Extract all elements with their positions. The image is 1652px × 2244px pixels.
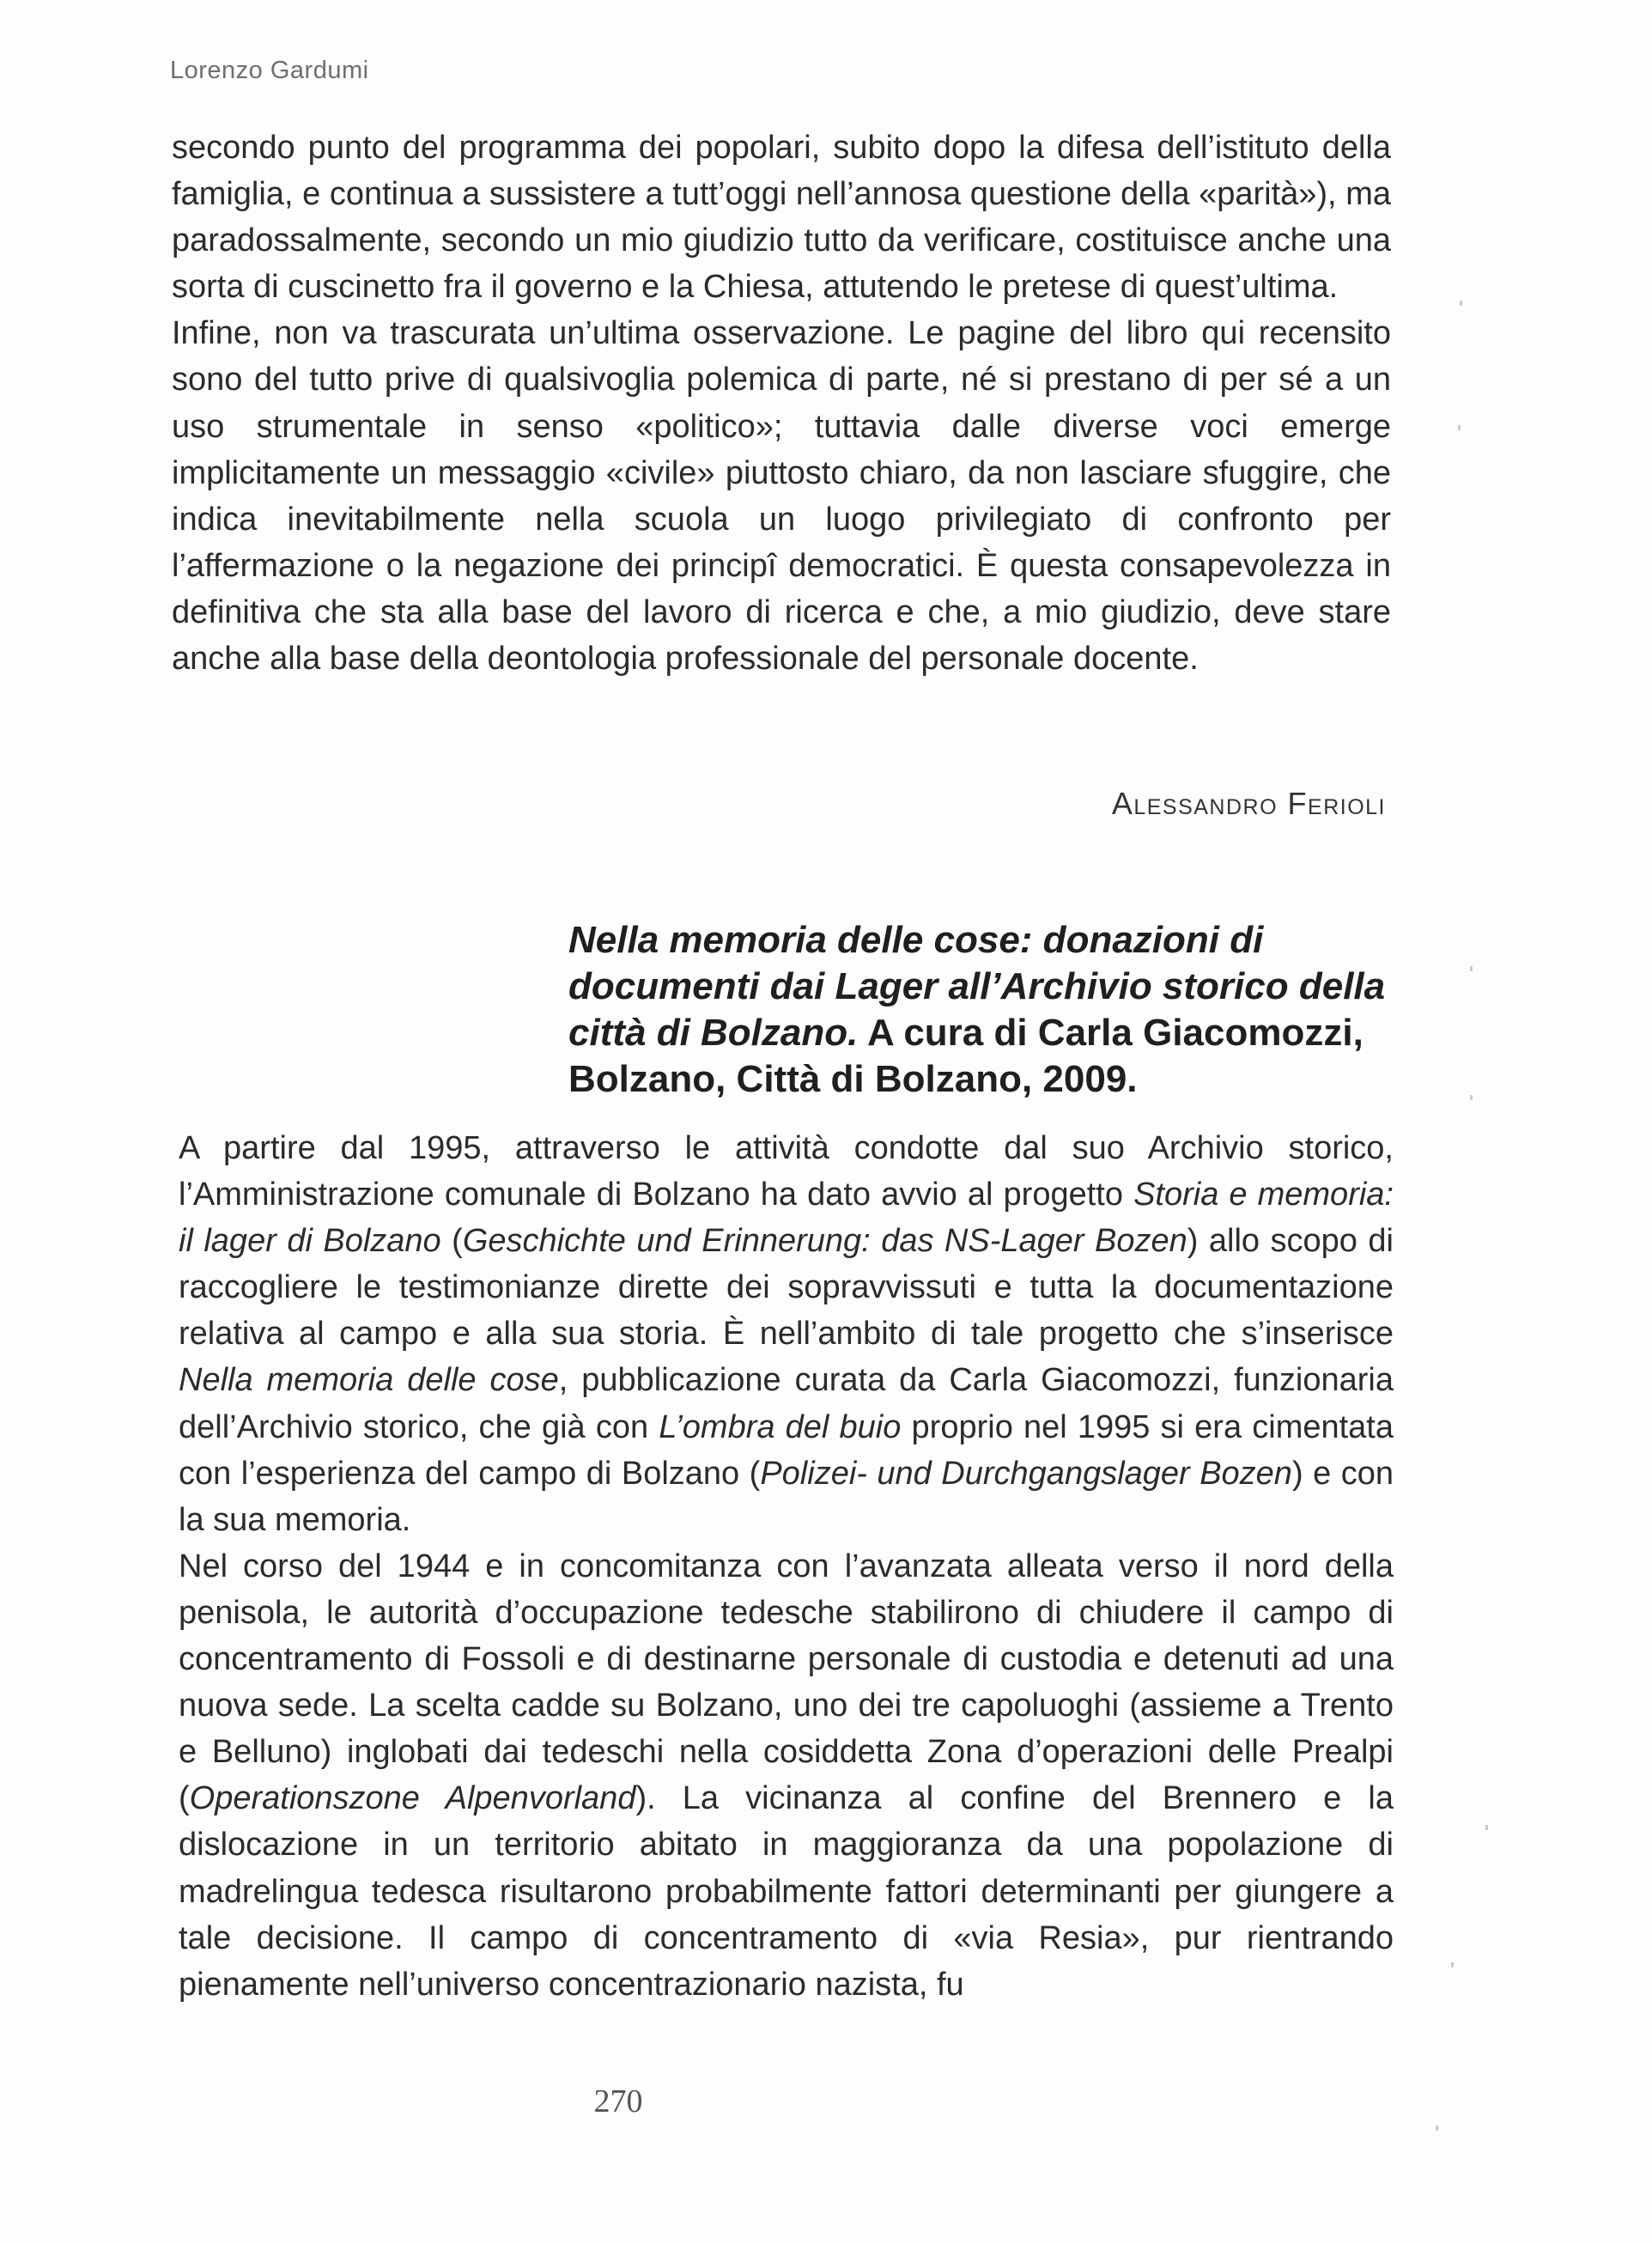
paragraph <box>179 1125 1394 1543</box>
italic-title: Storia e memoria: il lager di Bolzano <box>179 1177 1394 1260</box>
paragraph <box>179 1543 1394 2008</box>
scan-speck <box>1485 1825 1488 1830</box>
text-run: ( <box>440 1223 463 1260</box>
italic-title: L’ombra del buio <box>659 1408 902 1445</box>
text-run: A partire dal 1995, attraverso le attività condotte dal suo Archivio storico, l’Amministrazione comunale di Bolzano ha dato avvio al progetto <box>179 1130 1394 1213</box>
text-run: proprio nel 1995 si era cimentata con l’esperienza del campo di Bolzano ( <box>179 1408 1394 1492</box>
review-text <box>179 1125 1394 2008</box>
review-text-ending <box>172 125 1391 682</box>
paragraph: Infine, non va trascurata un’ultima osservazione. Le pagine del libro qui recensito sono del tutto prive di qualsivoglia polemica di parte, né si prestano di per sé a un uso strumentale in senso «politico»; tuttavia dalle diverse voci emerge implicitamente un messaggio «civile» piuttosto chiaro, da non lasciare sfuggire, che indica inevitabilmente nella scuola un luogo privilegiato di confronto per l’affermazione o la negazione dei principî democratici. È questa consapevolezza in definitiva che sta alla base del lavoro di ricerca e che, a mio giudizio, deve stare anche alla base della deontologia professionale del personale docente. <box>172 315 1391 678</box>
review-heading <box>568 917 1391 1103</box>
text-run: ) e con la sua memoria. <box>179 1455 1394 1538</box>
italic-title: Nella memoria delle cose <box>179 1362 559 1399</box>
book-editor-publisher: A cura di Carla Giacomozzi, Bolzano, Città di Bolzano, 2009. <box>568 1012 1364 1100</box>
text-run: , pubblicazione curata da Carla Giacomozzi, funzionaria dell’Archivio storico, che già con <box>179 1362 1394 1445</box>
scan-speck <box>1436 2125 1438 2131</box>
text-run: ) allo scopo di raccogliere le testimonianze dirette dei sopravvissuti e tutta la documentazione relativa al campo e alla sua storia. È nell’ambito di tale progetto che s’inserisce <box>179 1223 1394 1353</box>
scan-speck <box>1470 1095 1473 1100</box>
text-run: Nel corso del 1944 e in concomitanza con l’avanzata alleata verso il nord della penisola, le autorità d’occupazione tedesche stabilirono di chiudere il campo di concentramento di Fossoli e di destinarne personale di custodia e detenuti ad una nuova sede. La scelta cadde su Bolzano, uno dei tre capoluoghi (assieme a Trento e Belluno) inglobati dai tedeschi nella cosiddetta Zona d’operazioni delle Prealpi ( <box>179 1548 1394 1817</box>
text-run: ). La vicinanza al confine del Brennero e la dislocazione in un territorio abitato in maggioranza da una popolazione di madrelingua tedesca risultarono probabilmente fattori determinanti per giungere a tale decisione. Il campo di concentramento di «via Resia», pur rientrando pienamente nell’universo concentrazionario nazista, fu <box>179 1780 1394 2003</box>
italic-title: Operationszone Alpenvorland <box>189 1780 636 1817</box>
scan-speck <box>1470 966 1473 971</box>
book-title: Nella memoria delle cose: donazioni di documenti dai Lager all’Archivio storico della città di Bolzano. <box>568 919 1386 1054</box>
scan-speck <box>1460 301 1462 306</box>
page-number: 270 <box>593 2083 643 2119</box>
italic-title: Polizei- und Durchgangslager Bozen <box>760 1455 1292 1492</box>
running-head-author: Lorenzo Gardumi <box>170 57 369 84</box>
reviewer-signature: Alessandro Ferioli <box>1111 786 1386 821</box>
paragraph: secondo punto del programma dei popolari, subito dopo la difesa dell’istituto della famiglia, e continua a sussistere a tutt’oggi nell’annosa questione della «parità»), ma paradossalmente, secondo un mio giudizio tutto da verificare, costituisce anche una sorta di cuscinetto fra il governo e la Chiesa, attutendo le pretese di quest’ultima. <box>172 130 1391 306</box>
italic-title: Geschichte und Erinnerung: das NS-Lager Bozen <box>462 1223 1187 1260</box>
scan-speck <box>1458 425 1461 430</box>
scan-speck <box>1451 1962 1454 1967</box>
